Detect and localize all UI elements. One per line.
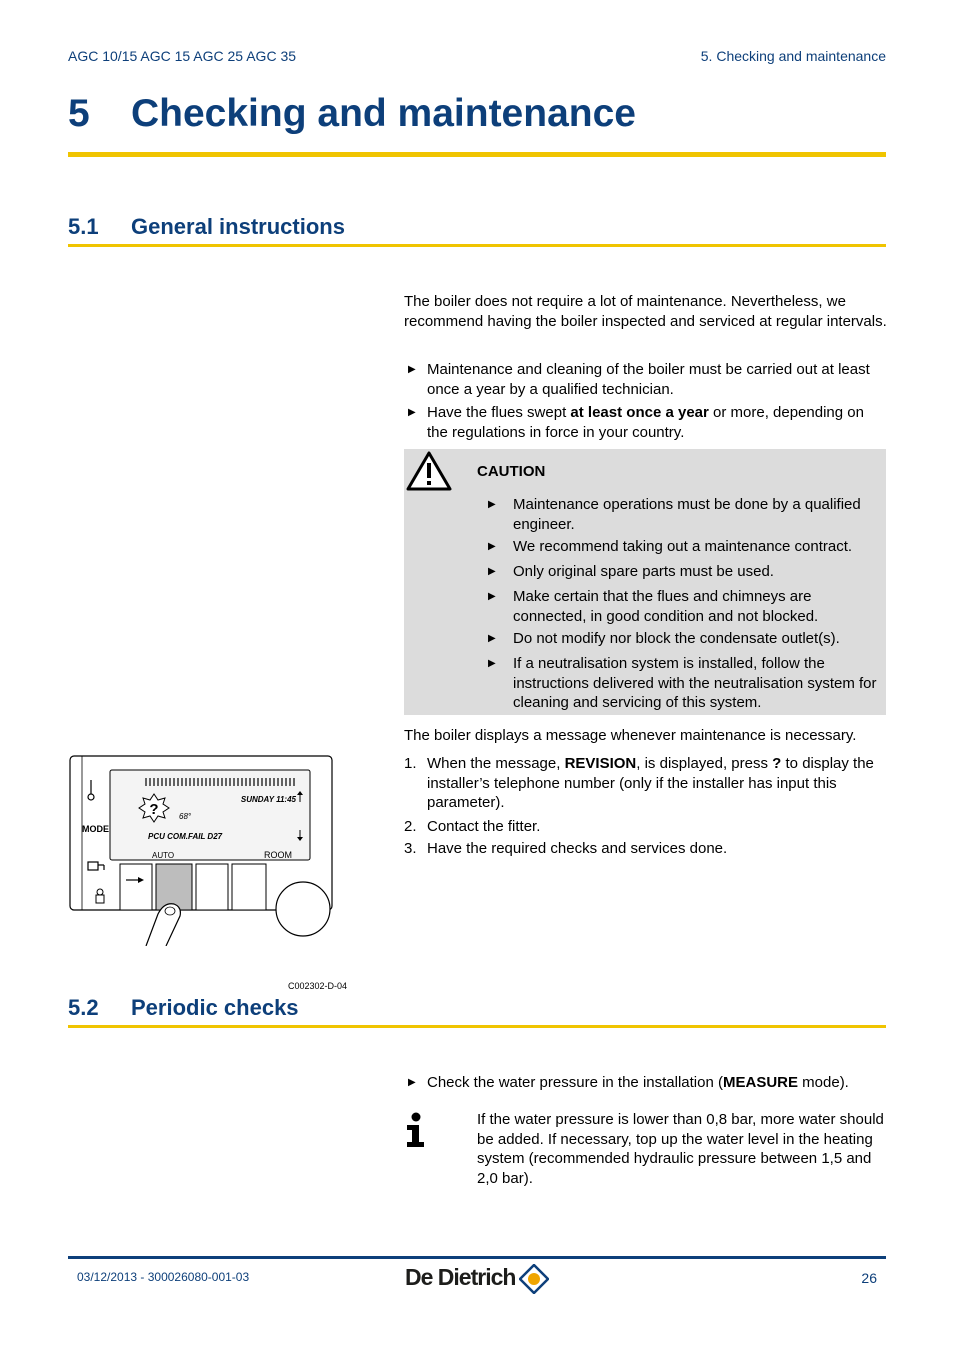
brand-logo-text: De Dietrich [405, 1264, 516, 1290]
step-number: 1. [404, 755, 417, 772]
question-blink-icon [139, 794, 169, 822]
display-time: SUNDAY 11:45 [240, 795, 296, 804]
chapter-number: 5 [68, 92, 90, 135]
caution-item: Maintenance operations must be done by a qualified engineer. [513, 496, 861, 533]
info-note: If the water pressure is lower than 0,8 bar, more water should be added. If necessary, top up the water level in the heating system (recommended hydraulic pressure between 1,5 and 2,0 bar). [477, 1111, 884, 1187]
key-button-2-pressed [156, 864, 192, 910]
numbered-step [404, 839, 888, 859]
step-text-bold: REVISION [564, 755, 637, 772]
display-paragraph: The boiler displays a message whenever maintenance is necessary. [404, 727, 857, 744]
bullet-arrow-icon: ▶ [488, 541, 496, 552]
list-item [404, 1073, 888, 1093]
chapter-title: Checking and maintenance [131, 92, 636, 135]
figure-caption: C002302-D-04 [288, 981, 348, 991]
bullet-text-post: or more, depending on the regulations in force in your country. [427, 404, 864, 441]
bullet-arrow-icon: ▶ [488, 633, 496, 644]
bullet-arrow-icon: ▶ [408, 364, 416, 375]
bullet-text: Maintenance and cleaning of the boiler must be carried out at least once a year by a qualified technician. [427, 361, 870, 398]
warning-triangle-icon [406, 451, 452, 491]
numbered-step [404, 817, 888, 837]
list-item [488, 537, 880, 557]
caution-item: If a neutralisation system is installed, follow the instructions delivered with the neutralisation system for cleaning and servicing of this system. [513, 655, 877, 711]
list-item [488, 629, 880, 649]
display-temperature: 68° [179, 812, 192, 821]
bullet-text-bold: MEASURE [722, 1074, 798, 1091]
bullet-arrow-icon: ▶ [408, 1077, 416, 1088]
running-header-models: AGC 10/15 AGC 15 AGC 25 AGC 35 [68, 48, 297, 64]
numbered-step [404, 754, 888, 813]
section-title: General instructions [131, 214, 345, 239]
footer-document-ref: 03/12/2013 - 300026080-001-03 [77, 1270, 250, 1284]
bullet-arrow-icon: ▶ [488, 591, 496, 602]
section-number: 5.1 [68, 214, 99, 239]
control-panel-illustration [68, 754, 338, 946]
bullet-arrow-icon: ▶ [488, 658, 496, 669]
bullet-arrow-icon: ▶ [408, 407, 416, 418]
caution-item: Only original spare parts must be used. [513, 563, 774, 580]
caution-item: We recommend taking out a maintenance contract. [513, 538, 853, 555]
caution-item: Make certain that the flues and chimneys are connected, in good condition and not blocked. [513, 588, 819, 625]
caution-item: Do not modify nor block the condensate outlet(s). [513, 630, 840, 647]
list-item [404, 360, 888, 399]
brand-diamond-icon [519, 1264, 549, 1294]
step-number: 2. [404, 818, 417, 835]
section-heading-general [68, 214, 886, 247]
key-button-1 [120, 864, 152, 910]
step-text-mid: , is displayed, press [636, 755, 773, 772]
bullet-text-post: mode). [798, 1074, 849, 1091]
display-message: PCU COM.FAIL D27 [148, 832, 223, 841]
bullet-arrow-icon: ▶ [488, 499, 496, 510]
section-title: Periodic checks [131, 995, 299, 1020]
intro-paragraph: The boiler does not require a lot of maintenance. Nevertheless, we recommend having the boiler inspected and serviced at regular intervals. [404, 293, 887, 330]
step-number: 3. [404, 840, 417, 857]
step-text-pre: When the message, [427, 755, 565, 772]
running-header-chapter: 5. Checking and maintenance [700, 48, 886, 64]
caution-box [404, 449, 886, 715]
bullet-text-pre: Have the flues swept [427, 404, 571, 421]
list-item [488, 587, 880, 626]
caution-title: CAUTION [477, 463, 546, 480]
info-icon [404, 1112, 428, 1148]
rotary-knob [276, 882, 330, 936]
step-text-bold: ? [772, 755, 782, 772]
list-item [404, 403, 888, 442]
page-number: 26 [861, 1270, 877, 1286]
step-text-post: to display the installer’s telephone number (only if the installer has input this parameter). [427, 755, 874, 811]
bullet-text-bold: at least once a year [570, 404, 709, 421]
mode-button-label: MODE [82, 824, 109, 834]
footer-rule [68, 1256, 886, 1259]
chapter-heading [68, 88, 886, 157]
key-button-3 [196, 864, 228, 910]
section-number: 5.2 [68, 995, 99, 1020]
display-auto-label: AUTO [152, 851, 175, 860]
list-item [488, 562, 880, 582]
list-item [488, 654, 880, 713]
svg-text:?: ? [149, 801, 159, 818]
step-text: Contact the fitter. [427, 818, 541, 835]
step-text: Have the required checks and services done. [427, 840, 728, 857]
list-item [488, 495, 880, 534]
section-heading-periodic [68, 995, 886, 1028]
bullet-arrow-icon: ▶ [488, 566, 496, 577]
display-room-label: ROOM [264, 850, 292, 860]
key-button-4 [232, 864, 266, 910]
bullet-text-pre: Check the water pressure in the installation ( [427, 1074, 723, 1091]
